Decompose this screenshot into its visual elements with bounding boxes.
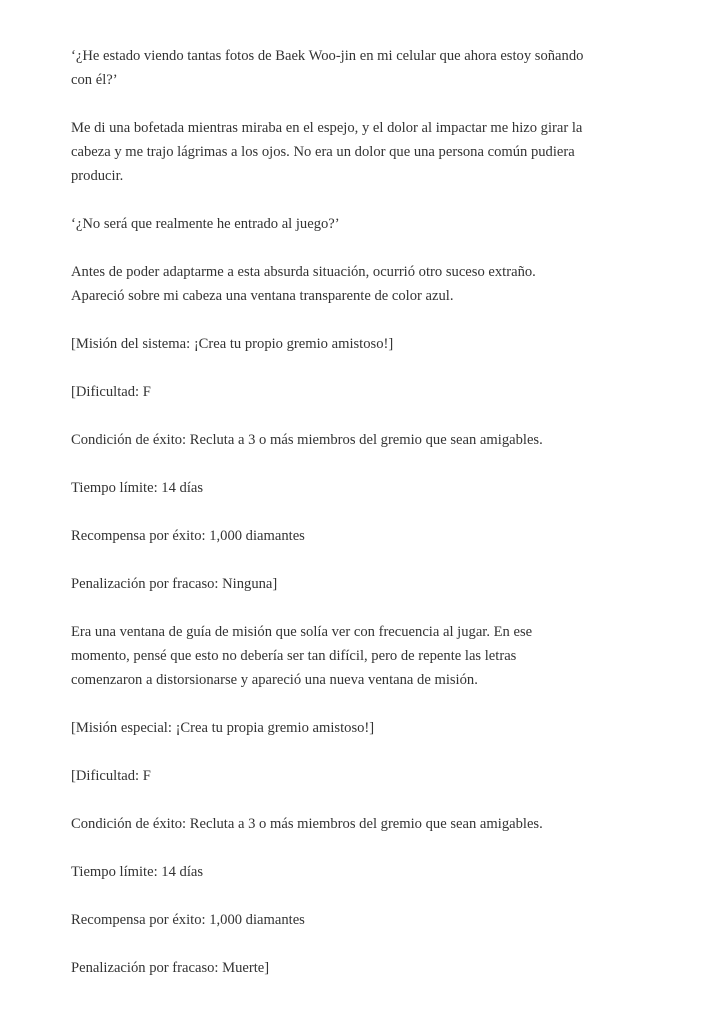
text-line: Era una ventana de guía de misión que solía ver con frecuencia al jugar. En ese xyxy=(71,624,533,640)
text-line: Tiempo límite: 14 días xyxy=(71,480,204,496)
system-mission-condition xyxy=(71,428,646,452)
text-line: Recompensa por éxito: 1,000 diamantes xyxy=(71,528,305,544)
text-line: Me di una bofetada mientras miraba en el espejo, y el dolor al impactar me hizo girar la xyxy=(71,120,583,136)
text-line: con él?’ xyxy=(71,72,118,88)
text-line: Condición de éxito: Recluta a 3 o más miembros del gremio que sean amigables. xyxy=(71,432,543,448)
text-line: Penalización por fracaso: Muerte] xyxy=(71,960,270,976)
system-mission-title xyxy=(71,332,646,356)
system-mission-difficulty xyxy=(71,380,646,404)
special-mission-difficulty xyxy=(71,764,646,788)
text-line: Antes de poder adaptarme a esta absurda situación, ocurrió otro suceso extraño. xyxy=(71,264,536,280)
special-mission-penalty xyxy=(71,956,646,980)
text-line: Apareció sobre mi cabeza una ventana transparente de color azul. xyxy=(71,288,454,304)
text-line: ‘¿No será que realmente he entrado al juego?’ xyxy=(71,216,340,232)
text-line: producir. xyxy=(71,168,124,184)
text-line: cabeza y me trajo lágrimas a los ojos. No era un dolor que una persona común pudiera xyxy=(71,144,575,160)
text-line: [Misión especial: ¡Crea tu propia gremio amistoso!] xyxy=(71,720,375,736)
system-mission-time-limit xyxy=(71,476,646,500)
paragraph-thought-photos xyxy=(71,44,646,92)
paragraph-distortion xyxy=(71,620,646,692)
paragraph-mirror-slap xyxy=(71,116,646,188)
special-mission-condition xyxy=(71,812,646,836)
text-line: Tiempo límite: 14 días xyxy=(71,864,204,880)
text-line: ‘¿He estado viendo tantas fotos de Baek Woo-jin en mi celular que ahora estoy soñando xyxy=(71,48,584,64)
system-mission-penalty xyxy=(71,572,646,596)
text-line: [Dificultad: F xyxy=(71,384,151,400)
system-mission-reward xyxy=(71,524,646,548)
text-line: Condición de éxito: Recluta a 3 o más miembros del gremio que sean amigables. xyxy=(71,816,543,832)
paragraph-thought-game xyxy=(71,212,646,236)
text-line: comenzaron a distorsionarse y apareció una nueva ventana de misión. xyxy=(71,672,478,688)
text-line: Penalización por fracaso: Ninguna] xyxy=(71,576,278,592)
text-line: Recompensa por éxito: 1,000 diamantes xyxy=(71,912,305,928)
special-mission-title xyxy=(71,716,646,740)
text-line: [Misión del sistema: ¡Crea tu propio gremio amistoso!] xyxy=(71,336,394,352)
special-mission-reward xyxy=(71,908,646,932)
paragraph-blue-window xyxy=(71,260,646,308)
special-mission-time-limit xyxy=(71,860,646,884)
text-line: momento, pensé que esto no debería ser tan difícil, pero de repente las letras xyxy=(71,648,517,664)
text-line: [Dificultad: F xyxy=(71,768,151,784)
